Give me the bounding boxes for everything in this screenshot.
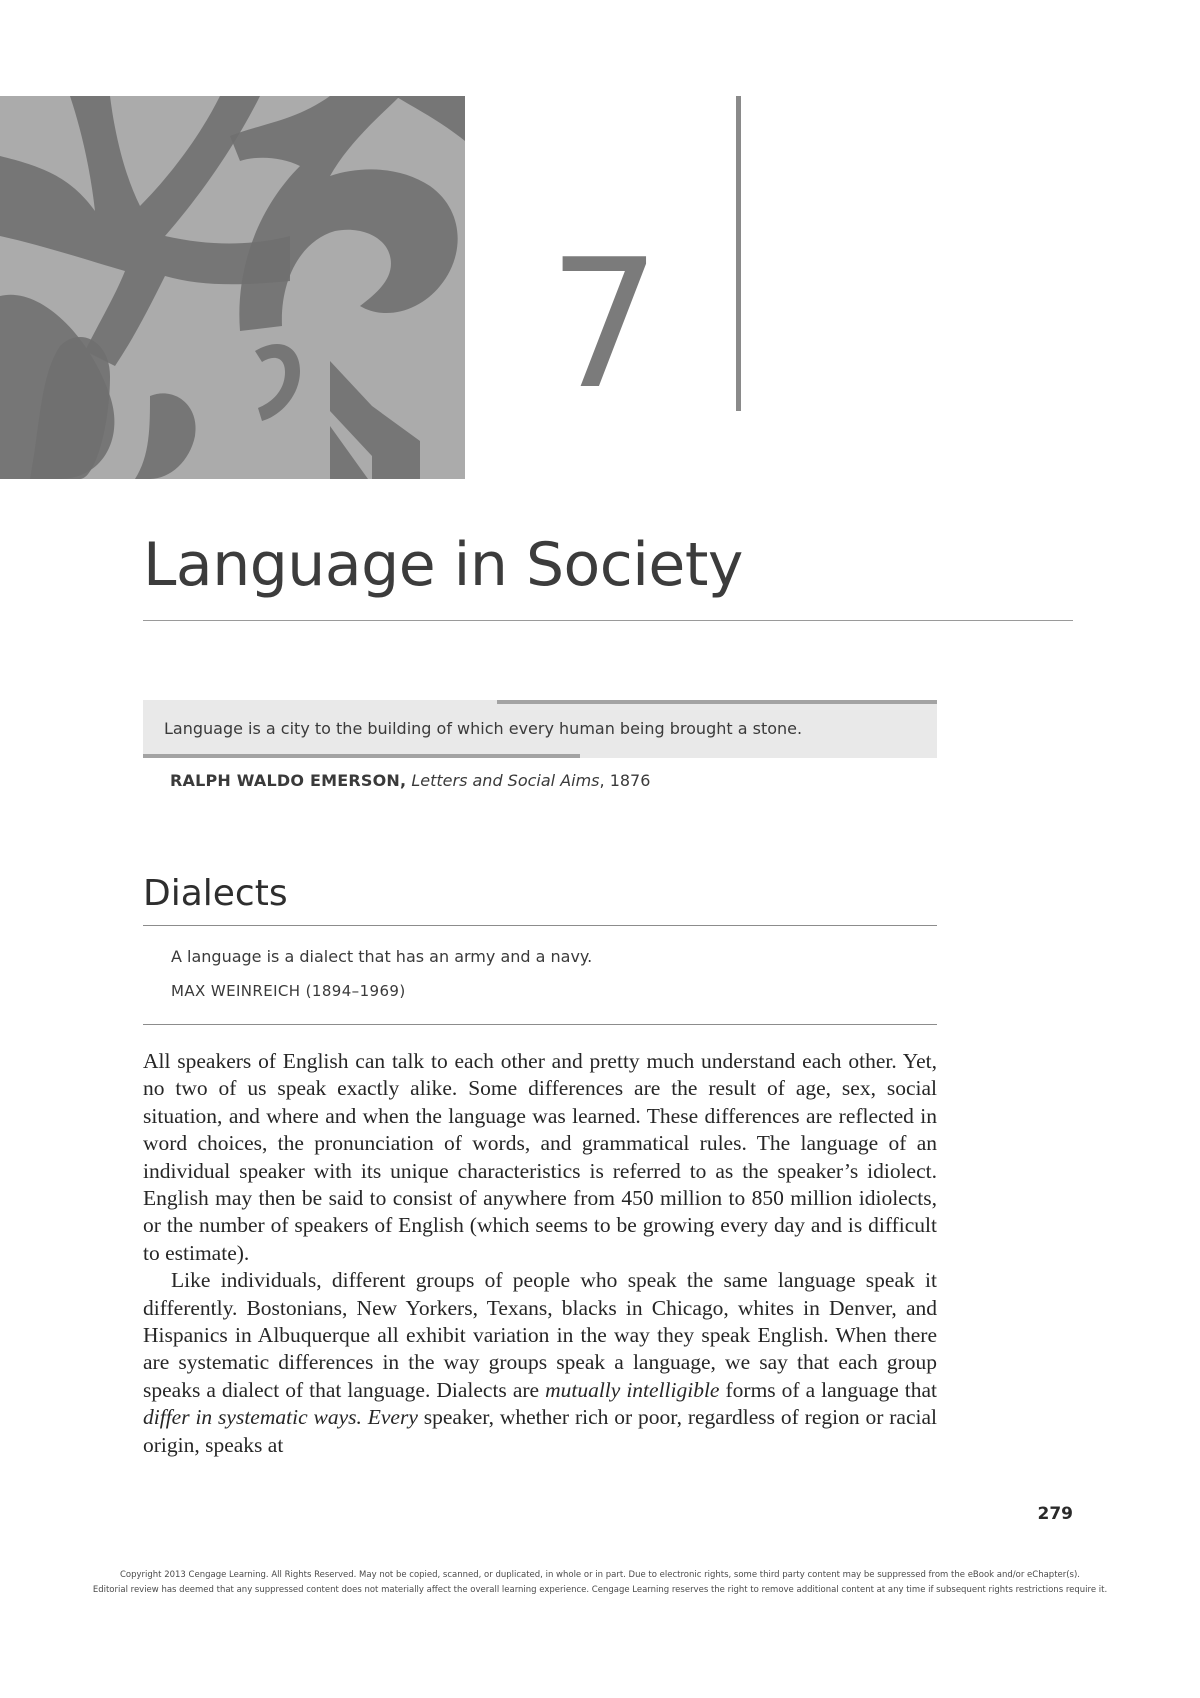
paragraph-2-italic-term: mutually intelligible — [545, 1377, 720, 1402]
section-epigraph-quote: A language is a dialect that has an army and a navy. — [171, 947, 593, 966]
section-heading: Dialects — [143, 873, 288, 914]
section-epigraph-source: MAX WEINREICH (1894–1969) — [171, 982, 406, 1000]
chapter-number: 7 — [548, 221, 662, 428]
copyright-line-1: Copyright 2013 Cengage Learning. All Rights Reserved. May not be copied, scanned, or duplicated, in whole or in part. Due to electronic rights, some third party content may be suppressed from the eBook and/or eChapter(s). — [119, 1570, 1081, 1580]
section-divider-bottom — [143, 1024, 937, 1025]
body-text — [143, 1048, 937, 1459]
epigraph-source — [170, 770, 650, 792]
body-paragraph-2 — [143, 1267, 937, 1459]
copyright-line-2: Editorial review has deemed that any suppressed content does not materially affect the overall learning experience. Cengage Learning reserves the right to remove additional content at any time if subsequent rights restrictions require it. — [92, 1585, 1108, 1595]
epigraph-quote: Language is a city to the building of which every human being brought a stone. — [164, 719, 803, 738]
chapter-number-divider — [736, 96, 741, 411]
epigraph-work: Letters and Social Aims — [411, 771, 600, 790]
epigraph-year: , 1876 — [599, 771, 651, 790]
paragraph-2-text-a: Like individuals, different groups of people who speak the same language speak it differently. Bostonians, New Yorkers, Texans, blacks in Chicago, whites in Denver, and Hispanics in Albuquerque all exhibit variation in the way they speak English. When there are systematic differences in the way groups speak a language, we say that each group speaks a dialect of that language. Dialects are — [143, 1268, 937, 1402]
epigraph-author: RALPH WALDO EMERSON, — [170, 771, 407, 790]
paragraph-2-italic-phrase: differ in systematic ways. Every — [143, 1405, 418, 1430]
section-divider-top — [143, 925, 937, 926]
title-divider — [143, 620, 1073, 621]
paragraph-2-text-c: speaker, whether rich or poor, regardless of region or racial origin, speaks at — [143, 1405, 937, 1457]
epigraph-accent-bar-top — [497, 700, 937, 704]
chapter-title: Language in Society — [143, 530, 743, 600]
epigraph-accent-bar-bottom — [143, 754, 580, 758]
paragraph-2-text-b: forms of a language that — [719, 1377, 937, 1402]
body-paragraph-1: All speakers of English can talk to each other and pretty much understand each other. Yet, no two of us speak exactly alike. Some differences are the result of age, sex, social situation, and where and when the language was learned. These differences are reflected in word choices, the pronunciation of words, and grammatical rules. The language of an individual speaker with its unique characteristics is referred to as the speaker’s idiolect. English may then be said to consist of anywhere from 450 million to 850 million idiolects, or the number of speakers of English (which seems to be growing every day and is difficult to estimate). — [143, 1049, 937, 1265]
chapter-decorative-art — [0, 96, 465, 479]
copyright-footer — [0, 1568, 1200, 1598]
page-number: 279 — [1037, 1504, 1073, 1524]
